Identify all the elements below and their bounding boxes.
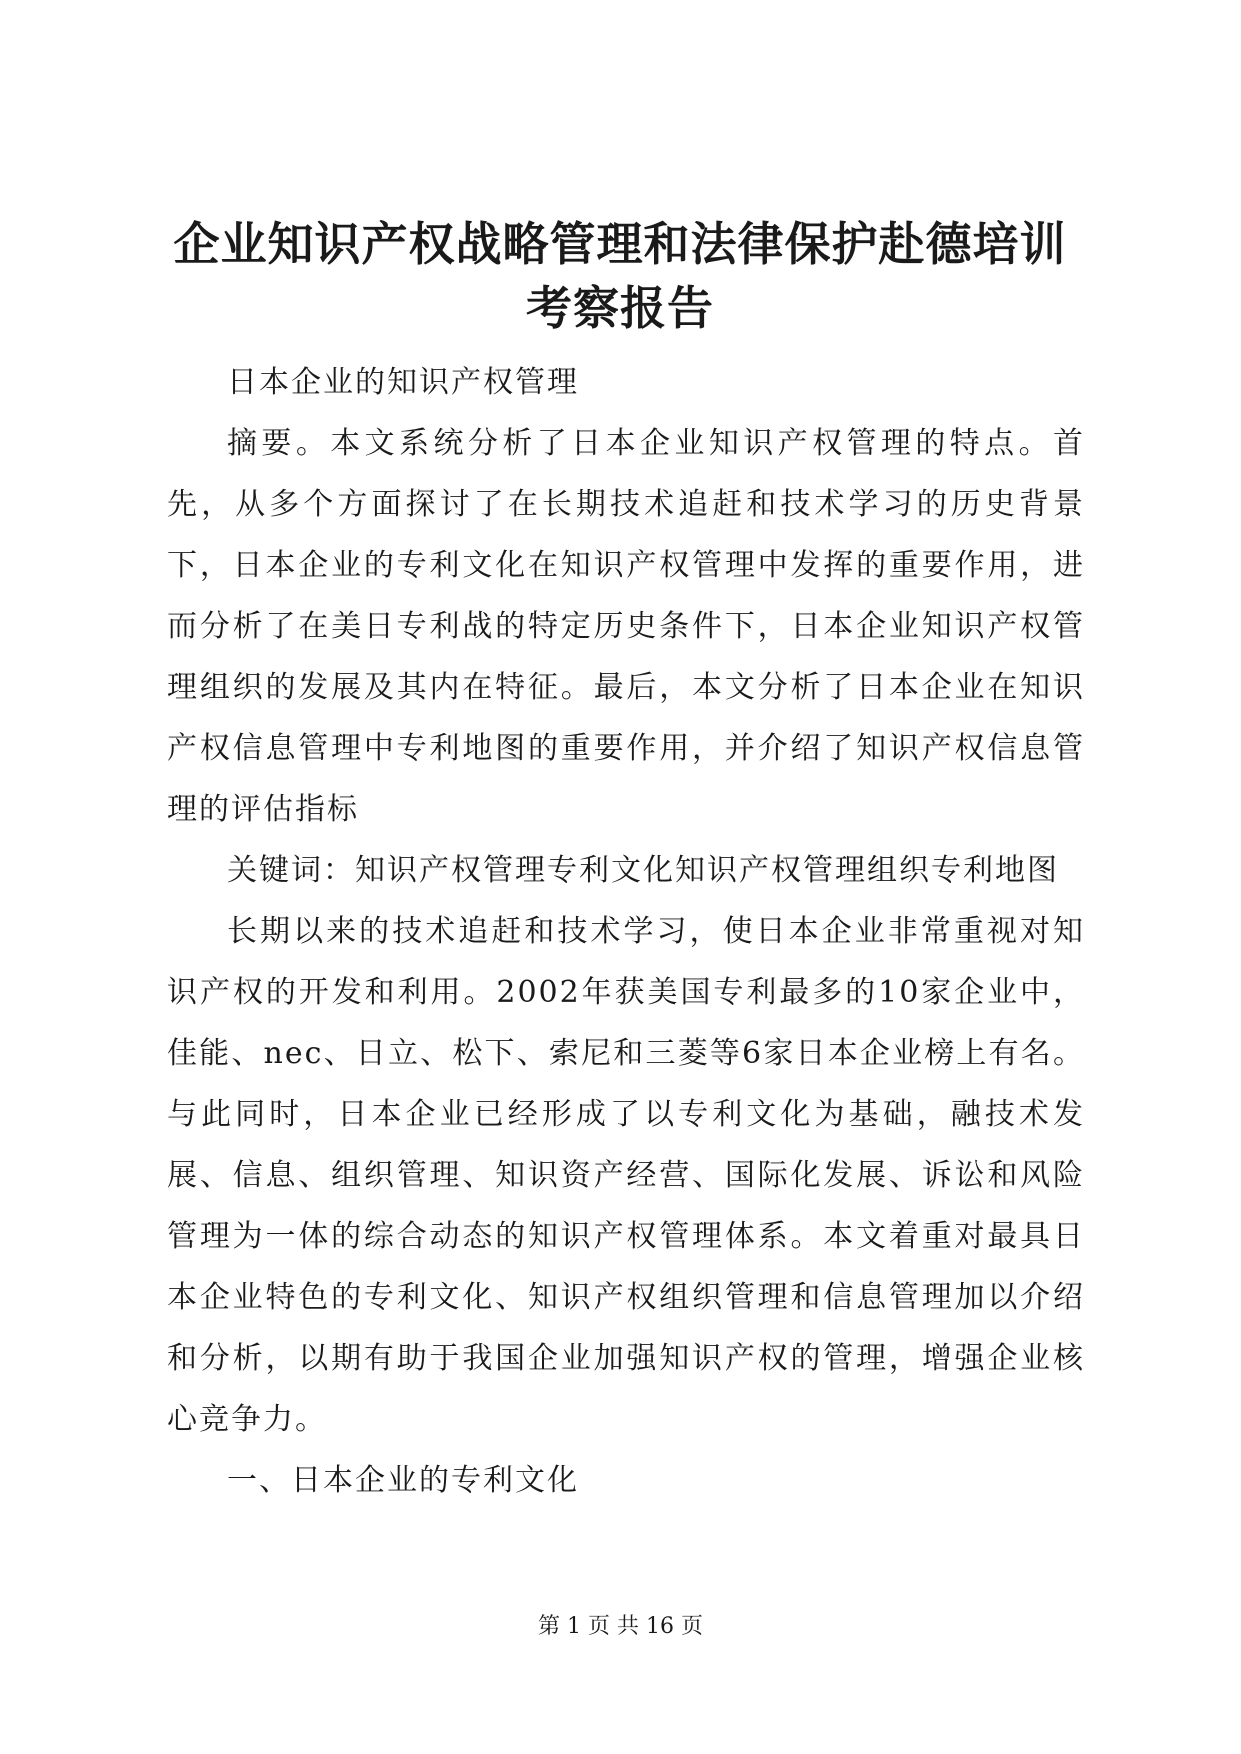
document-title: 企业知识产权战略管理和法律保护赴德培训考察报告 (173, 217, 1067, 335)
page-number-footer: 第 1 页 共 16 页 (538, 1614, 703, 1639)
abstract-paragraph: 摘要。本文系统分析了日本企业知识产权管理的特点。首先，从多个方面探讨了在长期技术追赶和技术学习的历史背景下，日本企业的专利文化在知识产权管理中发挥的重要作用，进而分析了在美日专利战的特定历史条件下，日本企业知识产权管理组织的发展及其内在特征。最后，本文分析了日本企业在知识产权信息管理中专利地图的重要作用，并介绍了知识产权信息管理的评估指标 (167, 426, 1085, 827)
document-body (167, 352, 1085, 1511)
section-heading-patent-culture: 一、日本企业的专利文化 (227, 1463, 579, 1498)
introduction-paragraph: 长期以来的技术追赶和技术学习，使日本企业非常重视对知识产权的开发和利用。2002年获美国专利最多的10家企业中，佳能、nec、日立、松下、索尼和三菱等6家日本企业榜上有名。与此同时，日本企业已经形成了以专利文化为基础，融技术发展、信息、组织管理、知识资产经营、国际化发展、诉讼和风险管理为一体的综合动态的知识产权管理体系。本文着重对最具日本企业特色的专利文化、知识产权组织管理和信息管理加以介绍和分析，以期有助于我国企业加强知识产权的管理，增强企业核心竞争力。 (167, 914, 1085, 1437)
section-heading-japan-ip-management: 日本企业的知识产权管理 (227, 365, 579, 400)
keywords-paragraph: 关键词：知识产权管理专利文化知识产权管理组织专利地图 (227, 853, 1059, 888)
